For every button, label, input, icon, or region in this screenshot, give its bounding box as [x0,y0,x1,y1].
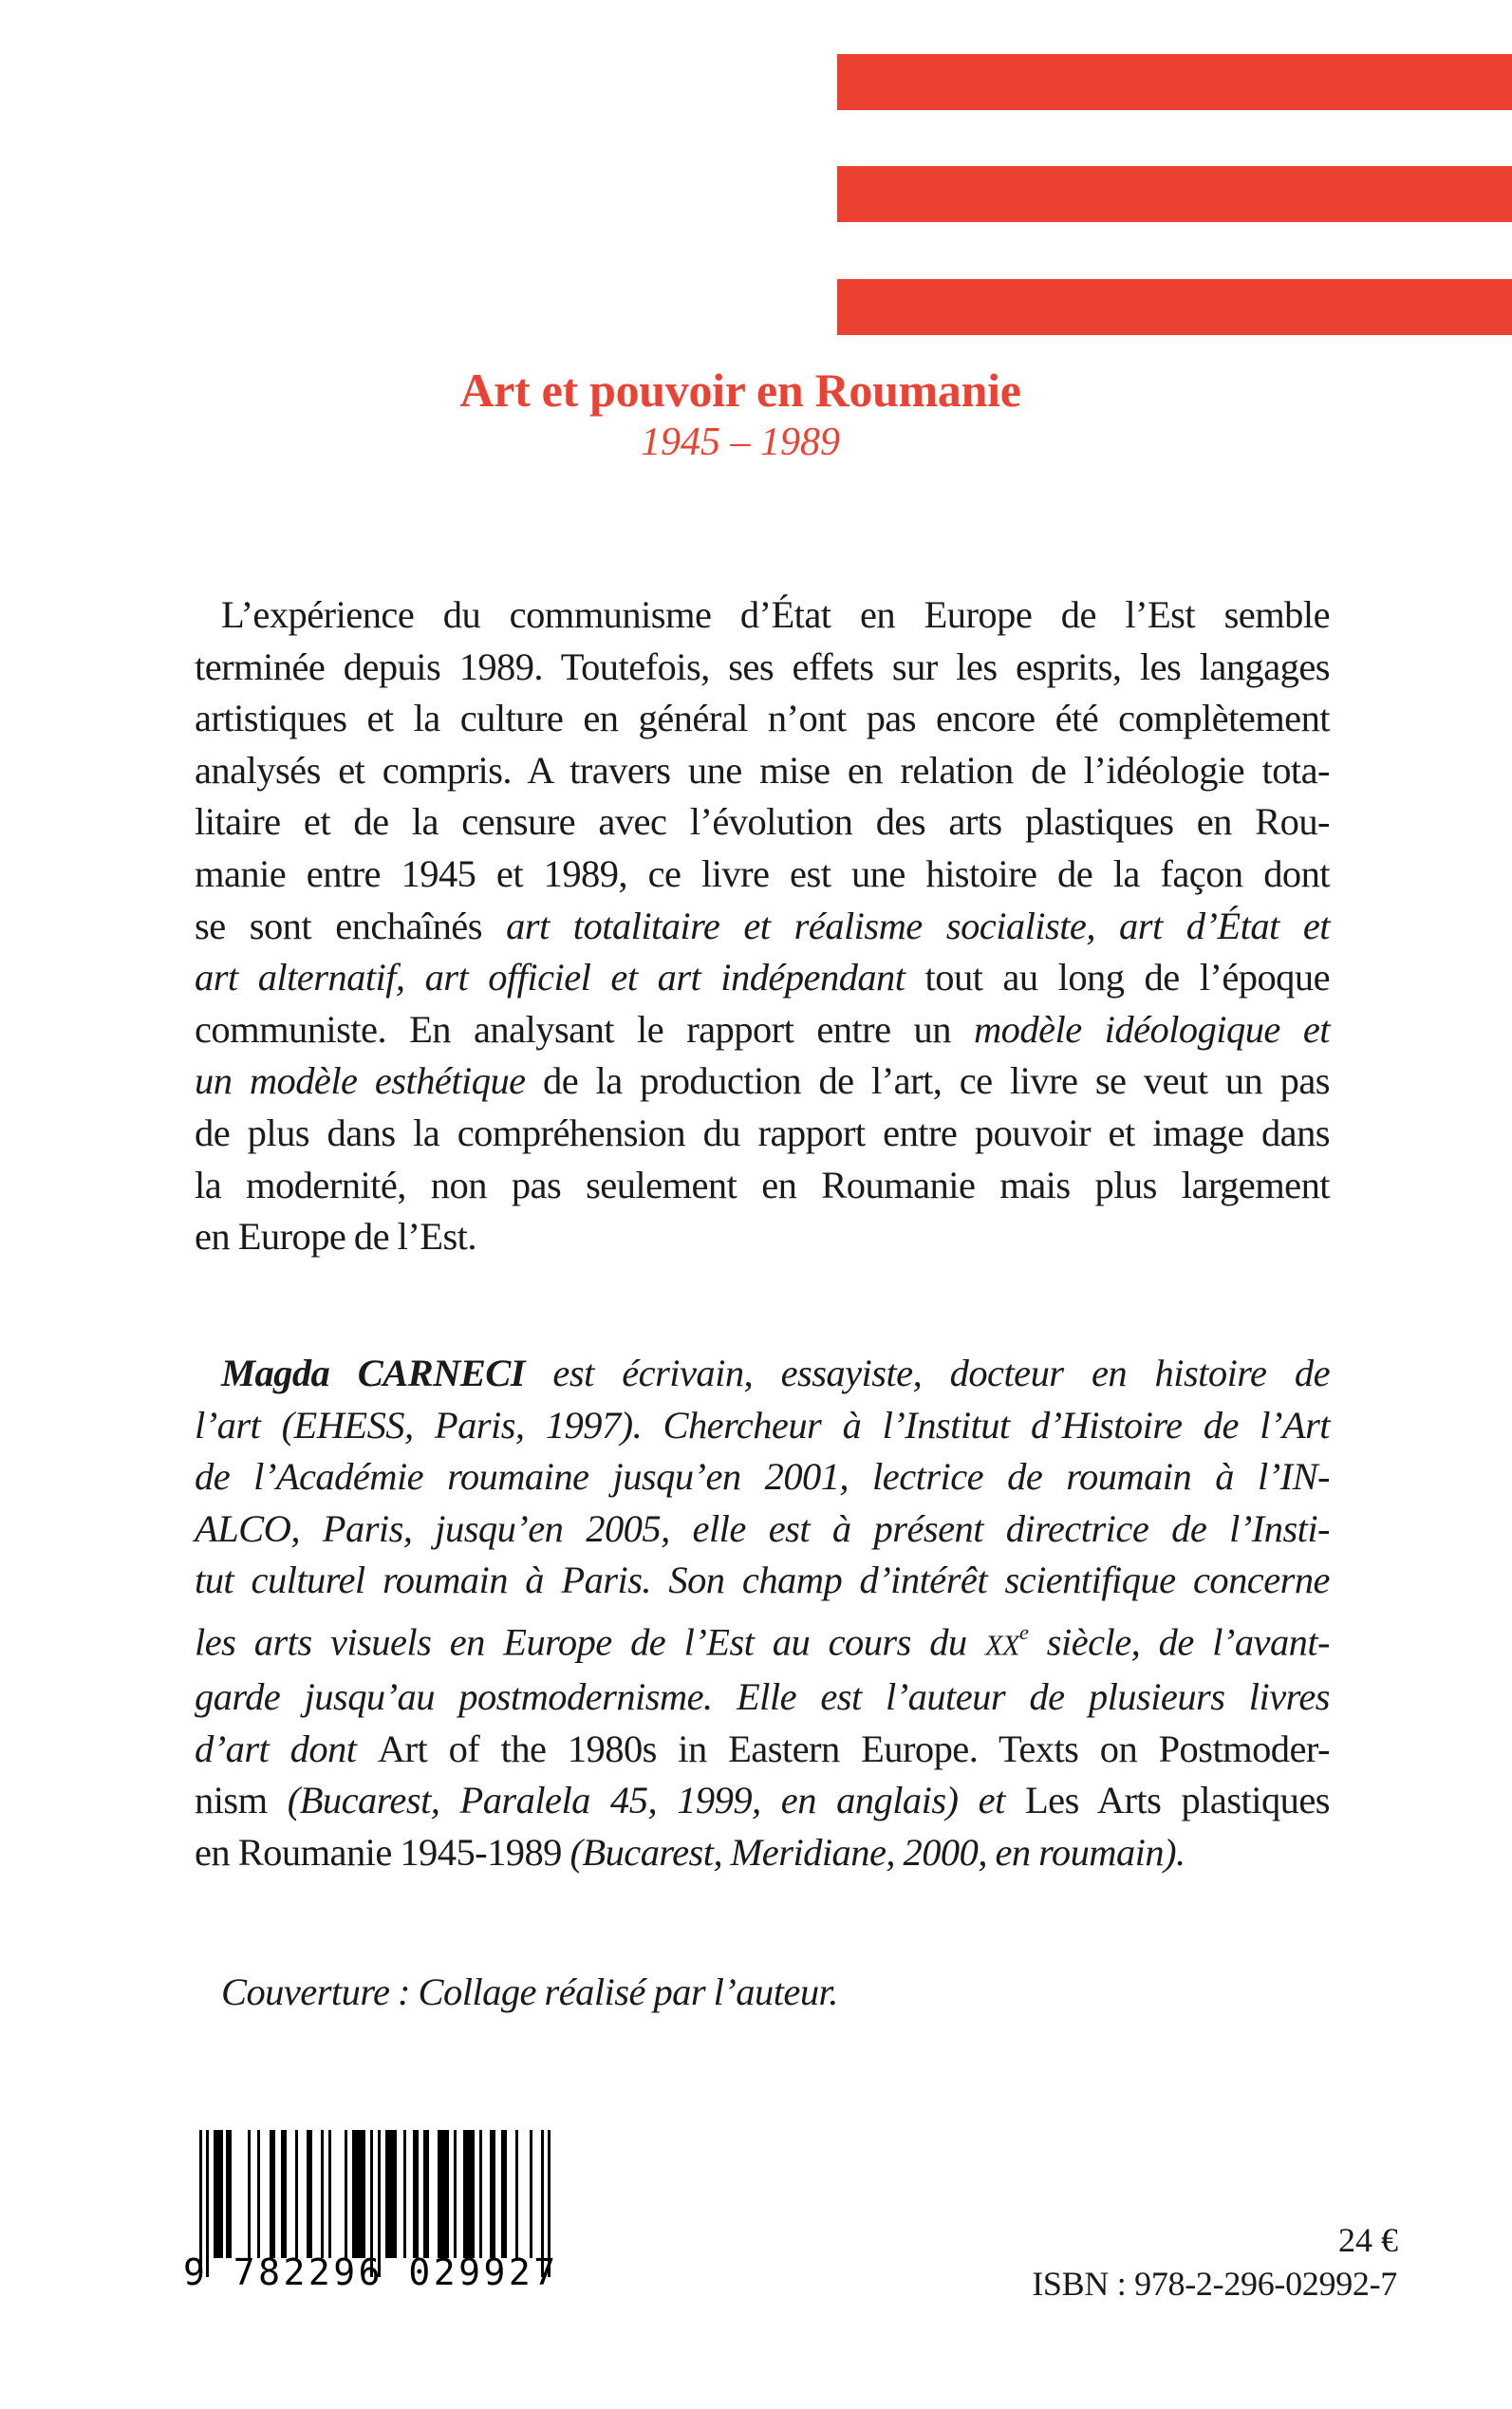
cover-credit: Couverture : Collage réalisé par l’auteur. [221,1970,838,2013]
bio-line: en Roumanie 1945-1989 (Bucarest, Meridiane, 2000, en roumain). [195,1831,1185,1875]
book-title: Art et pouvoir en Roumanie [459,364,1021,417]
summary-line: se sont enchaînés art totalitaire et réalisme socialiste, art d’État et [195,904,1330,947]
bio-line: de l’Académie roumaine jusqu’en 2001, lectrice de roumain à l’IN- [195,1455,1330,1499]
isbn: ISBN : 978-2-296-02992-7 [1032,2265,1397,2303]
book-title-2: Les Arts plastiques [1024,1779,1330,1822]
author-name: Magda CARNECI [221,1352,525,1394]
summary-line: analysés et compris. A travers une mise en relation de l’idéologie tota- [195,748,1330,792]
bio-line: l’art (EHESS, Paris, 1997). Chercheur à l’Institut d’Histoire de l’Art [195,1403,1330,1447]
bio-line: d’art dont Art of the 1980s in Eastern Europe. Texts on Postmoder- [195,1727,1330,1770]
summary-line: de plus dans la compréhension du rapport entre pouvoir et image dans [195,1111,1330,1154]
summary-line: art alternatif, art officiel et art indépendant tout au long de l’époque [195,956,1330,999]
bio-line: garde jusqu’au postmodernisme. Elle est l’auteur de plusieurs livres [195,1675,1330,1719]
title-block [285,364,1196,466]
book-title-1: Art of the 1980s in Eastern Europe. Texts on Postmoder- [377,1727,1330,1770]
summary-line: L’expérience du communisme d’État en Europe de l’Est semble [221,593,1330,636]
summary-line: en Europe de l’Est. [195,1215,476,1259]
summary-line: terminée depuis 1989. Toutefois, ses effets sur les esprits, les langages [195,644,1330,688]
summary-line: communiste. En analysant le rapport entre un modèle idéologique et [195,1007,1330,1051]
summary-line: la modernité, non pas seulement en Roumanie mais plus largement [195,1163,1330,1206]
price: 24 € [1338,2221,1398,2259]
bio-line: nism (Bucarest, Paralela 45, 1999, en anglais) et Les Arts plastiques [195,1779,1330,1822]
red-stripe-bottom [837,279,1512,335]
book-subtitle: 1945 – 1989 [641,420,840,464]
red-stripe-top [837,54,1512,110]
bio-line: tut culturel roumain à Paris. Son champ d’intérêt scientifique concerne [195,1559,1330,1602]
summary-line: artistiques et la culture en général n’ont pas encore été complètement [195,697,1330,740]
summary-line: manie entre 1945 et 1989, ce livre est une histoire de la façon dont [195,851,1330,895]
bio-line: ALCO, Paris, jusqu’en 2005, elle est à présent directrice de l’Insti- [195,1506,1330,1550]
bio-line: les arts visuels en Europe de l’Est au cours du XXe siècle, de l’avant- [195,1619,1330,1664]
author-bio [195,1348,1330,1879]
barcode-digits: 9 782296 029927 [183,2251,559,2293]
bio-line: Magda CARNECI est écrivain, essayiste, docteur en histoire de [221,1352,1331,1394]
red-stripe-middle [837,166,1512,222]
summary-line: litaire et de la censure avec l’évolution des arts plastiques en Rou- [195,800,1330,844]
summary-paragraph [195,589,1330,1263]
summary-line: un modèle esthétique de la production de l’art, ce livre se veut un pas [195,1059,1330,1103]
